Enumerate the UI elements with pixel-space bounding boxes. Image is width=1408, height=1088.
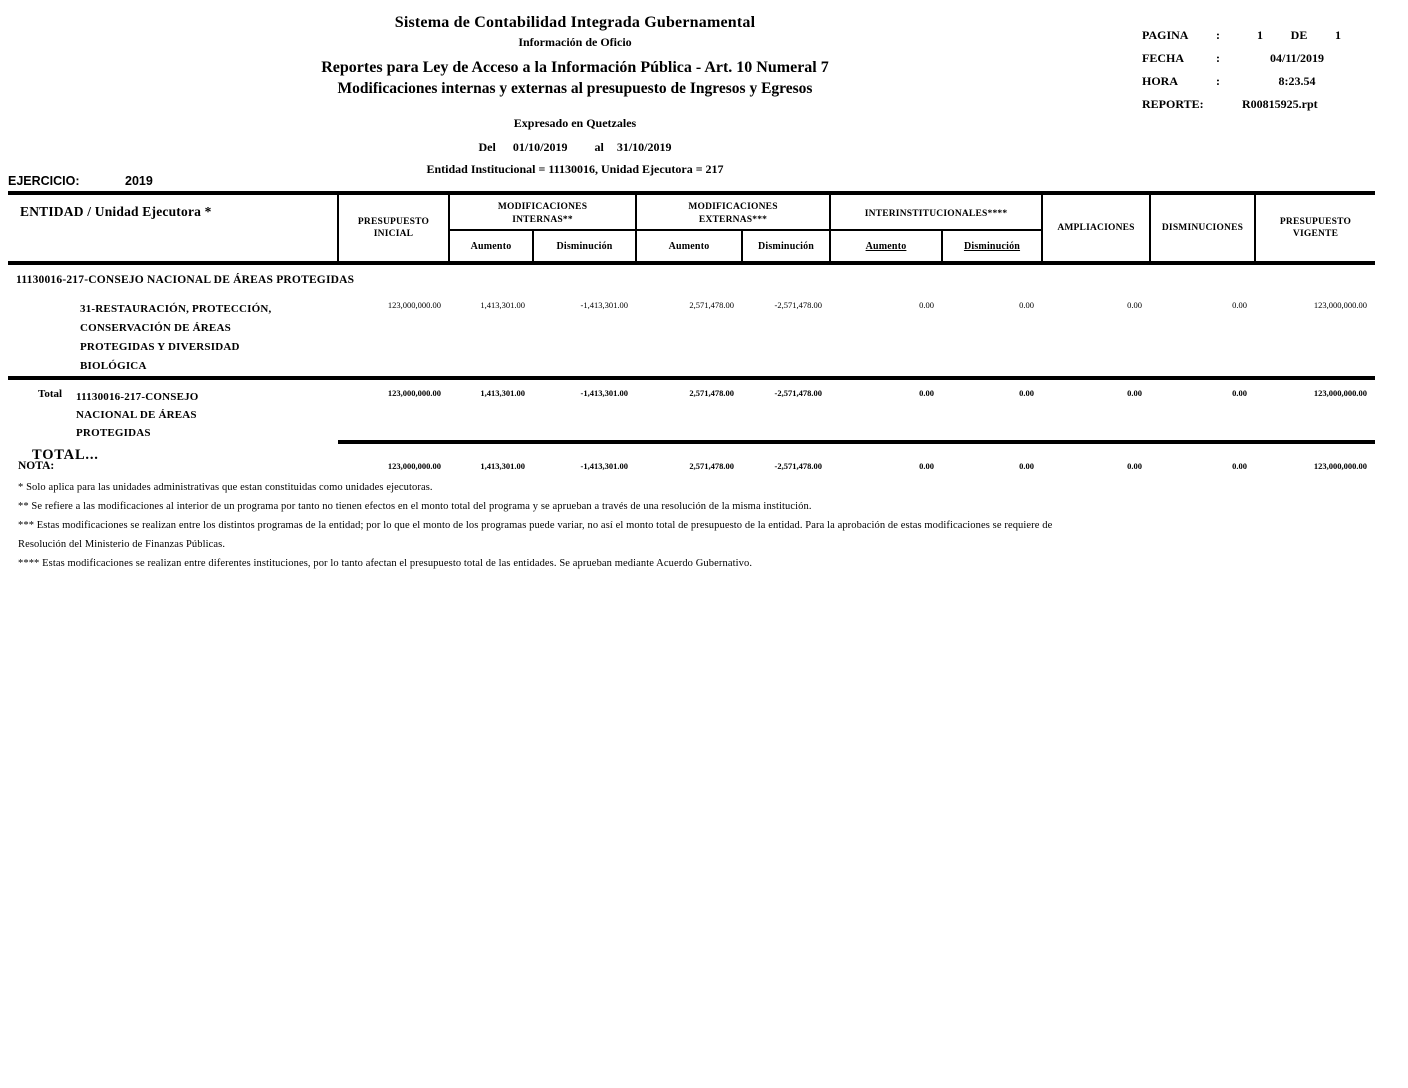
- subheader-internas-disminucion: Disminución: [533, 230, 636, 263]
- meta-pagina-row: [1142, 28, 1356, 43]
- col-group-modificaciones-externas: MODIFICACIONES EXTERNAS***: [636, 193, 830, 230]
- subheader-internas-aumento: Aumento: [449, 230, 533, 263]
- meta-reporte-row: [1142, 97, 1356, 112]
- subtitle-informacion-oficio: Información de Oficio: [518, 35, 632, 49]
- pagina-total: 1: [1335, 28, 1341, 42]
- program-ampliaciones: 0.00: [1042, 291, 1150, 378]
- entity-filter-line: Entidad Institucional = 11130016, Unidad Ejecutora = 217: [426, 162, 724, 176]
- date-range-line: [150, 140, 1000, 155]
- report-title-block: [150, 14, 1000, 177]
- date-range-al-label: al: [594, 140, 604, 154]
- report-law-title: Reportes para Ley de Acceso a la Información Pública - Art. 10 Numeral 7: [321, 59, 829, 76]
- meta-fecha-row: [1142, 51, 1356, 66]
- program-name-cell: [8, 291, 338, 378]
- col-header-presupuesto-inicial: PRESUPUESTO INICIAL: [338, 193, 449, 263]
- fecha-label: FECHA: [1142, 51, 1184, 65]
- grand-total-label: TOTAL...: [32, 447, 99, 463]
- total-internas-aumento: 1,413,301.00: [449, 378, 533, 442]
- col-group-modificaciones-internas: MODIFICACIONES INTERNAS**: [449, 193, 636, 230]
- entity-total-prefix: Total: [38, 388, 63, 400]
- grand-presupuesto-inicial: 123,000,000.00: [387, 461, 441, 471]
- grand-disminuciones: 0.00: [1232, 461, 1247, 471]
- footnote-3: *** Estas modificaciones se realizan entre los distintos programas de la entidad; por lo que el monto de los programas puede variar, no así el monto total de presupuesto de la entidad. Para la aprobación de estas modificaciones se requiere de Resolución del Ministerio de Finanzas Públicas.: [18, 520, 1053, 550]
- hora-value: 8:23.54: [1278, 74, 1316, 88]
- pagina-de-label: DE: [1290, 28, 1308, 42]
- entity-total-row: [8, 378, 1375, 442]
- col-header-ampliaciones: AMPLIACIONES: [1042, 193, 1150, 263]
- hora-label: HORA: [1142, 74, 1178, 88]
- date-range-to: 31/10/2019: [616, 140, 672, 154]
- ejercicio-label: EJERCICIO:: [8, 174, 80, 188]
- report-name-title: Modificaciones internas y externas al presupuesto de Ingresos y Egresos: [337, 80, 813, 97]
- reporte-label: REPORTE:: [1142, 97, 1204, 111]
- program-presupuesto-vigente: 123,000,000.00: [1255, 291, 1375, 378]
- fecha-colon: :: [1216, 51, 1220, 65]
- total-internas-disminucion: -1,413,301.00: [533, 378, 636, 442]
- grand-interinst-aumento: 0.00: [919, 461, 934, 471]
- entity-total-label: 11130016-217-CONSEJO NACIONAL DE ÁREAS PROTEGIDAS: [76, 391, 199, 439]
- ejercicio-line: [8, 174, 153, 188]
- program-internas-aumento: 1,413,301.00: [449, 291, 533, 378]
- system-title: Sistema de Contabilidad Integrada Gubernamental: [394, 14, 756, 31]
- program-internas-disminucion: -1,413,301.00: [533, 291, 636, 378]
- col-header-presupuesto-vigente: PRESUPUESTO VIGENTE: [1255, 193, 1375, 263]
- footnotes-block: [18, 460, 1076, 574]
- pagina-label: PAGINA: [1142, 28, 1189, 42]
- ejercicio-value: 2019: [125, 174, 153, 188]
- total-externas-aumento: 2,571,478.00: [636, 378, 742, 442]
- report-meta-block: [1142, 28, 1356, 120]
- program-externas-disminucion: -2,571,478.00: [742, 291, 830, 378]
- col-header-disminuciones: DISMINUCIONES: [1150, 193, 1255, 263]
- date-range-del-label: Del: [478, 140, 496, 154]
- program-externas-aumento: 2,571,478.00: [636, 291, 742, 378]
- pagina-value: 1: [1257, 28, 1263, 42]
- total-interinst-aumento: 0.00: [830, 378, 942, 442]
- grand-externas-disminucion: -2,571,478.00: [774, 461, 822, 471]
- col-header-entidad: ENTIDAD / Unidad Ejecutora *: [8, 193, 338, 263]
- subheader-externas-aumento: Aumento: [636, 230, 742, 263]
- fecha-value: 04/11/2019: [1269, 51, 1324, 65]
- total-presupuesto-vigente: 123,000,000.00: [1255, 378, 1375, 442]
- subheader-externas-disminucion: Disminución: [742, 230, 830, 263]
- pagina-colon: :: [1216, 28, 1220, 42]
- grand-internas-aumento: 1,413,301.00: [480, 461, 525, 471]
- footnote-4: **** Estas modificaciones se realizan entre diferentes instituciones, por lo tanto afectan el presupuesto total de las entidades. Se aprueban mediante Acuerdo Gubernativo.: [18, 557, 753, 569]
- footnote-2: ** Se refiere a las modificaciones al interior de un programa por tanto no tienen efectos en el monto total del programa y se aprueban a través de una resolución de la misma institución.: [18, 501, 812, 512]
- total-interinst-disminucion: 0.00: [942, 378, 1042, 442]
- footnotes-title: NOTA:: [18, 460, 55, 472]
- program-interinst-aumento: 0.00: [830, 291, 942, 378]
- date-range-from: 01/10/2019: [512, 140, 568, 154]
- entity-group-label: 11130016-217-CONSEJO NACIONAL DE ÁREAS PROTEGIDAS: [16, 274, 355, 286]
- entity-group-row: [8, 263, 1375, 291]
- subheader-interinst-aumento: Aumento: [830, 230, 942, 263]
- program-presupuesto-inicial: 123,000,000.00: [338, 291, 449, 378]
- reporte-value: R00815925.rpt: [1242, 97, 1318, 111]
- grand-presupuesto-vigente: 123,000,000.00: [1313, 461, 1367, 471]
- program-name: 31-RESTAURACIÓN, PROTECCIÓN, CONSERVACIÓN DE ÁREAS PROTEGIDAS Y DIVERSIDAD BIOLÓGICA: [80, 303, 272, 372]
- total-ampliaciones: 0.00: [1042, 378, 1150, 442]
- grand-internas-disminucion: -1,413,301.00: [580, 461, 628, 471]
- budget-modifications-table: [8, 191, 1375, 482]
- grand-externas-aumento: 2,571,478.00: [689, 461, 734, 471]
- program-data-row: [8, 291, 1375, 378]
- grand-ampliaciones: 0.00: [1127, 461, 1142, 471]
- total-presupuesto-inicial: 123,000,000.00: [338, 378, 449, 442]
- program-disminuciones: 0.00: [1150, 291, 1255, 378]
- currency-note: Expresado en Quetzales: [513, 116, 637, 130]
- total-disminuciones: 0.00: [1150, 378, 1255, 442]
- entity-total-label-cell: [8, 378, 338, 442]
- col-group-interinstitucionales: INTERINSTITUCIONALES****: [830, 193, 1042, 230]
- hora-colon: :: [1216, 74, 1220, 88]
- program-interinst-disminucion: 0.00: [942, 291, 1042, 378]
- grand-interinst-disminucion: 0.00: [1019, 461, 1034, 471]
- total-externas-disminucion: -2,571,478.00: [742, 378, 830, 442]
- meta-hora-row: [1142, 74, 1356, 89]
- subheader-interinst-disminucion: Disminución: [942, 230, 1042, 263]
- footnote-1: * Solo aplica para las unidades administrativas que estan constituidas como unidades ejecutoras.: [18, 482, 433, 493]
